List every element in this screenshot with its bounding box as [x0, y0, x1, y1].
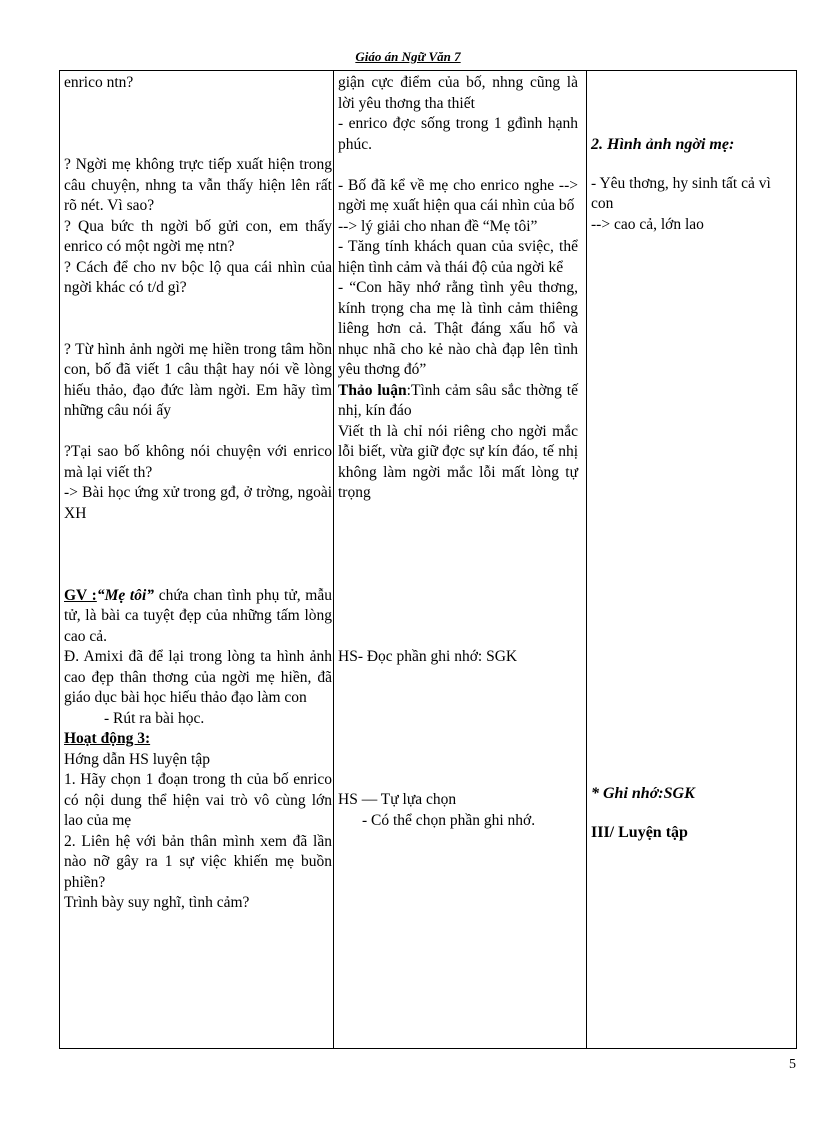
- text-line: -> Bài học ứng xử trong gđ, ở trờng, ngoài XH: [64, 484, 332, 522]
- column-divider: [586, 71, 587, 1048]
- text-line: --> cao cả, lớn lao: [591, 215, 704, 233]
- gv-text: chứa chan tình phụ tử, mẫu tử, là bài ca tuyệt đẹp của những tấm lòng cao cả.: [64, 586, 332, 645]
- discussion-label: Thảo luận: [338, 381, 407, 399]
- text-line: HS — Tự lựa chọn: [338, 791, 457, 808]
- question: ?Tại sao bố không nói chuyện với enrico mà lại viết th?: [64, 443, 332, 481]
- student-activity-column: [338, 73, 578, 831]
- text-line: - enrico đợc sống trong 1 gđình hạnh phúc.: [338, 115, 578, 153]
- teacher-remark: [64, 586, 332, 648]
- exercise-item: 2. Liên hệ với bản thân mình xem đã lần nào nỡ gây ra 1 sự việc khiến mẹ buồn phiền?: [64, 832, 332, 891]
- text-line: giận cực điểm của bố, nhng cũng là lời yêu thơng tha thiết: [338, 74, 578, 112]
- text-line: - Yêu thơng, hy sinh tất cả vì con: [591, 174, 771, 212]
- text-line: Trình bày suy nghĩ, tình cảm?: [64, 894, 250, 911]
- text-line: - Tăng tính khách quan của sviệc, thể hiện tình cảm và thái độ của ngời kể: [338, 238, 578, 276]
- page-number: 5: [789, 1057, 796, 1072]
- content-column: [591, 73, 791, 843]
- quote: - “Con hãy nhớ rằng tình yêu thơng, kính trọng cha mẹ là tình cảm thiêng liêng hơn cả. Thật đáng xấu hổ và nhục nhã cho kẻ nào chà đạp lên tình yêu thơng đó”: [338, 279, 578, 378]
- text-line: Hớng dẫn HS luyện tập: [64, 750, 210, 768]
- section-heading: III/ Luyện tập: [591, 823, 688, 841]
- text-line: - Có thể chọn phần ghi nhớ.: [362, 811, 536, 829]
- text-line: --> lý giải cho nhan đề “Mẹ tôi”: [338, 217, 538, 235]
- lesson-table: [59, 70, 797, 1049]
- teacher-activity-column: [64, 73, 332, 914]
- text-line: Đ. Amixi đã để lại trong lòng ta hình ảnh cao đẹp thân thơng của ngời mẹ hiền, đã giáo dục bài học hiếu thảo đạo làm con: [64, 648, 332, 706]
- document-header: Giáo án Ngữ Văn 7: [355, 49, 461, 64]
- discussion-text: :Tình cảm sâu sắc thờng tế nhị, kín đáo: [338, 381, 578, 419]
- discussion: [338, 381, 578, 422]
- gv-title: “Mẹ tôi”: [96, 586, 155, 604]
- question: ? Cách để cho nv bộc lộ qua cái nhìn của ngời khác có t/d gì?: [64, 258, 332, 296]
- text-line: HS- Đọc phần ghi nhớ: SGK: [338, 647, 518, 665]
- column-divider: [333, 71, 334, 1048]
- text-line: enrico ntn?: [64, 74, 134, 91]
- exercise-item: 1. Hãy chọn 1 đoạn trong th của bố enrico có nội dung thể hiện vai trò vô cùng lớn lao của mẹ: [64, 771, 332, 829]
- text-line: - Rút ra bài học.: [104, 709, 205, 727]
- question: ? Qua bức th ngời bố gửi con, em thấy enrico có một ngời mẹ ntn?: [64, 217, 332, 255]
- question: ? Ngời mẹ không trực tiếp xuất hiện trong câu chuyện, nhng ta vẫn thấy hiện lên rất rõ nét. Vì sao?: [64, 156, 332, 214]
- text-line: Viết th là chỉ nói riêng cho ngời mắc lỗi biết, vừa giữ đợc sự kín đáo, tế nhị không làm ngời mắc lỗi mất lòng tự trọng: [338, 422, 578, 501]
- activity-heading: Hoạt động 3:: [64, 730, 151, 747]
- gv-label: GV :: [64, 586, 97, 604]
- question: ? Từ hình ảnh ngời mẹ hiền trong tâm hồn con, bố đã viết 1 câu thật hay nói về lòng hiếu thảo, đạo đức làm ngời. Em hãy tìm những câu nói ấy: [64, 340, 332, 419]
- note-heading: * Ghi nhớ:SGK: [591, 785, 695, 802]
- text-line: - Bố đã kể về mẹ cho enrico nghe --> ngời mẹ xuất hiện qua cái nhìn của bố: [338, 176, 578, 214]
- section-heading: 2. Hình ảnh ngời mẹ:: [591, 136, 735, 153]
